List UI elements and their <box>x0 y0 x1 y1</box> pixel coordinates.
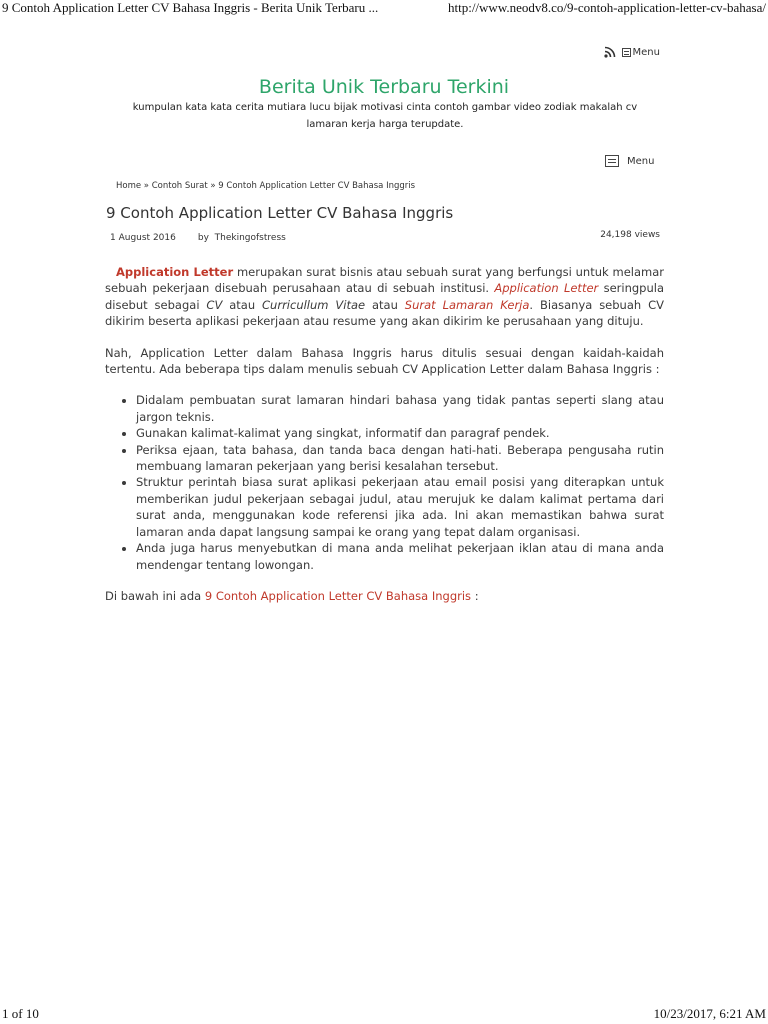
nav-menu-label: Menu <box>627 155 655 167</box>
menu-icon <box>622 48 631 57</box>
view-count: 24,198 views <box>600 230 660 240</box>
top-menu-label: Menu <box>632 46 660 58</box>
list-item: • Didalam pembuatan surat lamaran hindari bahasa yang tidak pantas seperti slang atau jargon teknis. <box>136 392 664 425</box>
keyword-link[interactable]: Application Letter <box>494 281 599 296</box>
breadcrumb-separator: » <box>141 181 152 191</box>
list-item: • Gunakan kalimat-kalimat yang singkat, informatif dan paragraf pendek. <box>136 425 664 441</box>
tips-intro-paragraph: Nah, Application Letter dalam Bahasa Inggris harus ditulis sesuai dengan kaidah-kaidah tertentu. Ada beberapa tips dalam menulis sebuah CV Application Letter dalam Bahasa Inggris : <box>105 345 664 377</box>
keyword-link[interactable]: Surat Lamaran Kerja <box>404 297 530 312</box>
breadcrumb-separator: » <box>207 181 219 191</box>
breadcrumb-home[interactable]: Home <box>116 181 142 191</box>
page-count: 1 of 10 <box>2 1006 39 1021</box>
post-author[interactable]: Thekingofstress <box>214 233 286 243</box>
post-meta <box>110 233 286 243</box>
print-header <box>0 0 768 18</box>
print-footer <box>0 1006 768 1024</box>
post-author-line <box>198 233 286 243</box>
nav-menu-button[interactable] <box>605 155 654 167</box>
closing-paragraph: Di bawah ini ada 9 Contoh Application Letter CV Bahasa Inggris : <box>105 588 479 603</box>
site-title[interactable]: Berita Unik Terbaru Terkini <box>258 76 510 98</box>
list-item: • Struktur perintah biasa surat aplikasi pekerjaan atau email posisi yang diterapkan untuk memberikan judul pekerjaan sebagai judul, atau merujuk ke dalam kalimat pertama dari surat anda, menggunakan kode referensi jika ada. Ini akan memastikan bahwa surat lamaran anda dapat langsung sampai ke orang yang tepat dalam organisasi. <box>136 474 664 540</box>
article-content <box>105 264 664 619</box>
post-date: 1 August 2016 <box>110 233 176 243</box>
print-page-title: 9 Contoh Application Letter CV Bahasa Inggris - Berita Unik Terbaru ... <box>2 0 379 15</box>
hamburger-icon <box>605 155 619 167</box>
breadcrumb-current: 9 Contoh Application Letter CV Bahasa Inggris <box>218 181 416 191</box>
print-url: http://www.neodv8.co/9-contoh-application-letter-cv-bahasa/ <box>447 0 766 15</box>
print-timestamp: 10/23/2017, 6:21 AM <box>653 1006 766 1021</box>
top-bar <box>604 46 660 58</box>
list-item: • Periksa ejaan, tata bahasa, dan tanda baca dengan hati-hati. Beberapa pengusaha rutin membuang lamaran pekerjaan yang berisi kesalahan tersebut. <box>136 442 664 475</box>
top-menu-button[interactable] <box>622 47 660 58</box>
author-prefix: by <box>197 233 209 243</box>
intro-paragraph: Application Letter merupakan surat bisnis atau sebuah surat yang berfungsi untuk melamar sebuah pekerjaan disebuah perusahaan atau di sebuah institusi. Application Letter seringpula disebut sebagai CV atau Curricullum Vitae atau Surat Lamaran Kerja. Biasanya sebuah CV dikirim beserta aplikasi pekerjaan atau resume yang akan dikirim ke perusahaan yang dituju. <box>105 265 664 329</box>
post-title: 9 Contoh Application Letter CV Bahasa Inggris <box>106 204 454 222</box>
rss-icon[interactable] <box>604 46 616 58</box>
breadcrumb <box>116 181 415 191</box>
site-description: kumpulan kata kata cerita mutiara lucu bijak motivasi cinta contoh gambar video zodiak makalah cv lamaran kerja harga terupdate. <box>132 102 638 130</box>
breadcrumb-category[interactable]: Contoh Surat <box>151 181 208 191</box>
tips-list <box>105 392 664 572</box>
article-link[interactable]: 9 Contoh Application Letter CV Bahasa Inggris <box>204 588 472 603</box>
list-item: • Anda juga harus menyebutkan di mana anda melihat pekerjaan iklan atau di mana anda mendengar tentang lowongan. <box>136 540 664 573</box>
keyword-link[interactable]: Application Letter <box>116 265 234 279</box>
